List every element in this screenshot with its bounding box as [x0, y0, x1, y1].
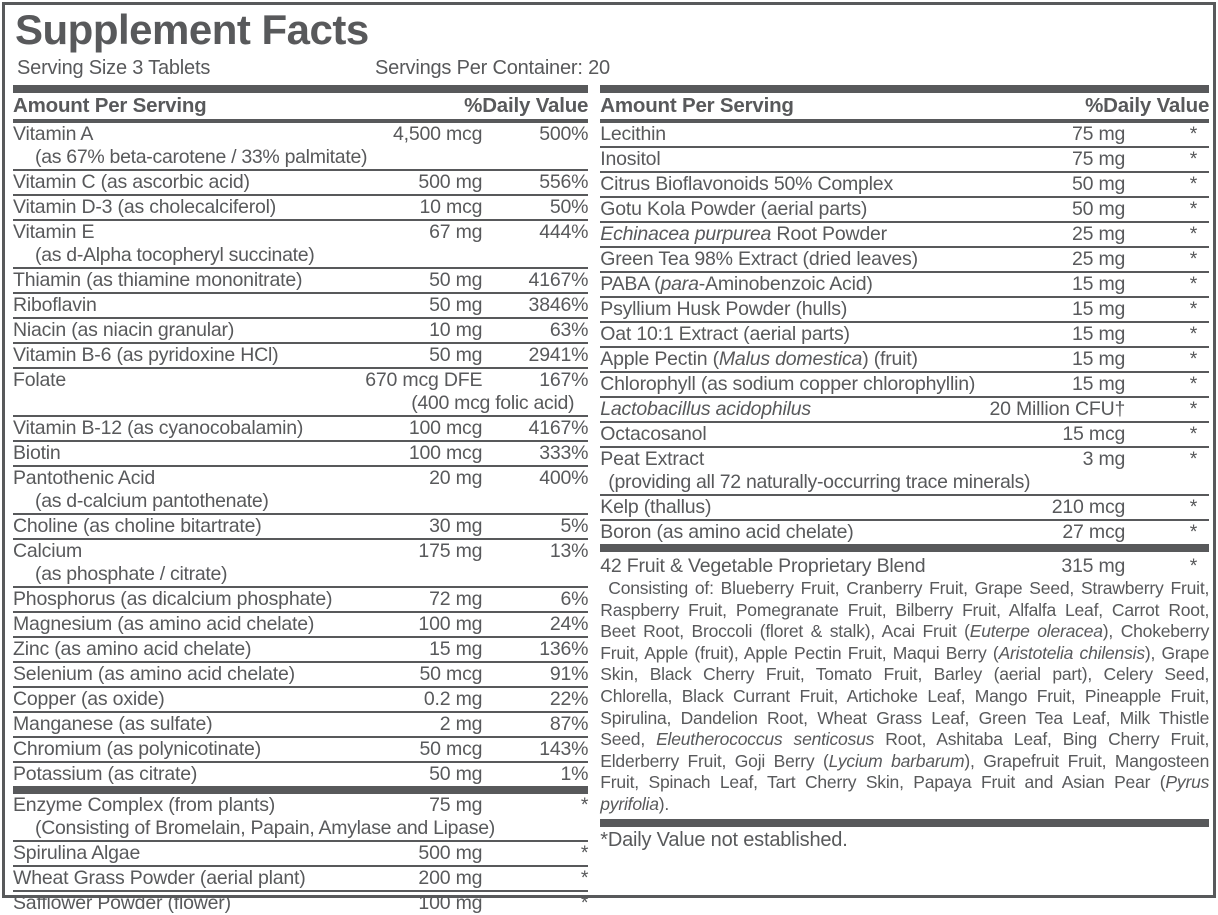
ingredient-row	[13, 467, 588, 515]
ingredient-amount: 75 mg	[429, 794, 483, 816]
ingredient-row	[13, 842, 588, 867]
ingredient-name: Lecithin	[600, 123, 666, 145]
ingredient-amount: 72 mg	[429, 588, 483, 610]
ingredient-amount: 67 mg	[429, 221, 483, 243]
left-botanical-rows	[13, 794, 588, 915]
ingredient-amount: 15 mg	[1071, 373, 1126, 395]
ingredient-dv: *	[580, 867, 589, 889]
ingredient-dv: 63%	[549, 319, 589, 341]
ingredient-name: Kelp (thallus)	[600, 496, 712, 518]
ingredient-subtext: (as d-calcium pantothenate)	[35, 490, 269, 512]
serving-info	[5, 53, 1213, 85]
ingredient-row	[13, 319, 588, 344]
ingredient-name: Choline (as choline bitartrate)	[13, 515, 262, 537]
ingredient-dv: 22%	[549, 688, 589, 710]
ingredient-amount: 20 Million CFU†	[989, 398, 1126, 420]
ingredient-name: Calcium	[13, 540, 83, 562]
ingredient-dv: 500%	[539, 123, 589, 145]
ingredient-name: Zinc (as amino acid chelate)	[13, 638, 252, 660]
ingredient-name: Vitamin D-3 (as cholecalciferol)	[13, 196, 277, 218]
ingredient-amount: 15 mg	[1071, 323, 1126, 345]
ingredient-amount: 15 mg	[1071, 298, 1126, 320]
ingredient-amount: 25 mg	[1071, 248, 1126, 270]
ingredient-row	[13, 613, 588, 638]
ingredient-name: Vitamin E	[13, 221, 95, 243]
ingredient-subtext: (Consisting of Bromelain, Papain, Amylase and Lipase)	[35, 817, 495, 839]
ingredient-row	[13, 221, 588, 269]
ingredient-dv: 5%	[560, 515, 589, 537]
right-top-bar	[600, 85, 1209, 93]
blend-description: Consisting of: Blueberry Fruit, Cranberry Fruit, Grape Seed, Strawberry Fruit, Raspberry Fruit, Pomegranate Fruit, Bilberry Fruit, Alfalfa Leaf, Carrot Root, Beet Root, Broccoli (floret & stalk), Acai Fruit (Euterpe oleracea), Chokeberry Fruit, Apple (fruit), Apple Pectin Fruit, Maqui Berry (Aristotelia chilensis), Grape Skin, Black Cherry Fruit, Tomato Fruit, Barley (aerial part), Celery Seed, Chlorella, Black Currant Fruit, Artichoke Leaf, Mango Fruit, Pineapple Fruit, Spirulina, Dandelion Root, Wheat Grass Leaf, Green Tea Leaf, Milk Thistle Seed, Eleutherococcus senticosus Root, Ashitaba Leaf, Bing Cherry Fruit, Elderberry Fruit, Goji Berry (Lycium barbarum), Grapefruit Fruit, Mangosteen Fruit, Spinach Leaf, Tart Cherry Skin, Papaya Fruit and Asian Pear (Pyrus pyrifolia).	[600, 578, 1210, 814]
ingredient-amount: 100 mcg	[408, 442, 483, 464]
ingredient-dv: 333%	[539, 442, 589, 464]
ingredient-row	[13, 892, 588, 915]
ingredient-row	[600, 123, 1209, 148]
servings-per-container: Servings Per Container: 20	[375, 57, 610, 79]
ingredient-row	[13, 588, 588, 613]
ingredient-row	[600, 298, 1209, 323]
ingredient-dv: *	[1189, 248, 1198, 270]
ingredient-row	[13, 417, 588, 442]
amount-per-serving-header: Amount Per Serving	[13, 94, 207, 117]
ingredient-name: Wheat Grass Powder (aerial plant)	[13, 867, 306, 889]
ingredient-row	[13, 713, 588, 738]
ingredient-row	[600, 173, 1209, 198]
ingredient-dv: 3846%	[528, 294, 589, 316]
ingredient-amount: 15 mg	[1071, 348, 1126, 370]
facts-title: Supplement Facts	[15, 6, 369, 53]
ingredient-amount: 75 mg	[1071, 123, 1126, 145]
ingredient-subtext: (as 67% beta-carotene / 33% palmitate)	[35, 146, 368, 168]
ingredient-name: Chromium (as polynicotinate)	[13, 738, 261, 760]
ingredient-row	[600, 323, 1209, 348]
right-column	[595, 85, 1215, 895]
blend-dv: *	[1189, 555, 1198, 577]
ingredient-name: Biotin	[13, 442, 61, 464]
ingredient-row	[13, 540, 588, 588]
ingredient-amount: 30 mg	[429, 515, 483, 537]
ingredient-name: Vitamin B-12 (as cyanocobalamin)	[13, 417, 304, 439]
left-vitamin-mineral-rows	[13, 123, 588, 786]
ingredient-dv: 143%	[539, 738, 589, 760]
ingredient-row	[13, 688, 588, 713]
ingredient-name: Echinacea purpurea Root Powder	[600, 223, 887, 245]
ingredient-name: Potassium (as citrate)	[13, 763, 198, 785]
ingredient-row	[13, 794, 588, 842]
ingredient-amount: 50 mg	[429, 763, 483, 785]
ingredient-dv: *	[1189, 348, 1198, 370]
daily-value-header: %Daily Value	[1085, 94, 1210, 117]
ingredient-row	[600, 423, 1209, 448]
ingredient-dv: 24%	[549, 613, 589, 635]
ingredient-name: PABA (para-Aminobenzoic Acid)	[600, 273, 873, 295]
ingredient-name: Lactobacillus acidophilus	[600, 398, 811, 420]
left-column	[5, 85, 591, 914]
ingredient-name: Vitamin B-6 (as pyridoxine HCl)	[13, 344, 279, 366]
ingredient-row	[13, 171, 588, 196]
ingredient-amount: 50 mcg	[419, 663, 483, 685]
ingredient-row	[13, 294, 588, 319]
ingredient-amount: 500 mg	[418, 171, 483, 193]
facts-columns	[5, 85, 1213, 914]
left-top-bar	[13, 85, 588, 93]
ingredient-amount: 4,500 mcg	[393, 123, 483, 145]
ingredient-amount: 20 mg	[429, 467, 483, 489]
ingredient-amount: 210 mcg	[1051, 496, 1126, 518]
ingredient-name: Octacosanol	[600, 423, 707, 445]
ingredient-name: Phosphorus (as dicalcium phosphate)	[13, 588, 333, 610]
ingredient-amount: 200 mg	[418, 867, 483, 889]
ingredient-row	[13, 442, 588, 467]
ingredient-name: Gotu Kola Powder (aerial parts)	[600, 198, 868, 220]
supplement-facts-label	[2, 2, 1216, 914]
ingredient-name: Boron (as amino acid chelate)	[600, 521, 854, 543]
ingredient-name: Vitamin C (as ascorbic acid)	[13, 171, 250, 193]
ingredient-row	[600, 223, 1209, 248]
proprietary-blend	[600, 552, 1209, 819]
ingredient-subtext: (as d-Alpha tocopheryl succinate)	[35, 244, 315, 266]
ingredient-dv: *	[1189, 123, 1198, 145]
ingredient-amount: 50 mg	[429, 294, 483, 316]
ingredient-dv: *	[1189, 198, 1198, 220]
daily-value-footnote: *Daily Value not established.	[600, 828, 848, 851]
ingredient-amount: 15 mg	[1071, 273, 1126, 295]
ingredient-dv: 13%	[549, 540, 589, 562]
ingredient-amount: 0.2 mg	[423, 688, 483, 710]
ingredient-dv: 4167%	[528, 269, 589, 291]
ingredient-amount: 100 mg	[418, 892, 483, 914]
ingredient-amount: 500 mg	[418, 842, 483, 864]
ingredient-dv: 87%	[549, 713, 589, 735]
serving-size: Serving Size 3 Tablets	[17, 57, 211, 79]
ingredient-name: Peat Extract	[600, 448, 705, 470]
ingredient-name: Apple Pectin (Malus domestica) (fruit)	[600, 348, 918, 370]
ingredient-name: Pantothenic Acid	[13, 467, 156, 489]
ingredient-amount: 15 mcg	[1062, 423, 1126, 445]
right-ingredient-rows	[600, 123, 1209, 544]
ingredient-row	[13, 867, 588, 892]
ingredient-dv: *	[580, 842, 589, 864]
ingredient-name: Copper (as oxide)	[13, 688, 165, 710]
ingredient-amount: 15 mg	[429, 638, 483, 660]
ingredient-dv: 556%	[539, 171, 589, 193]
ingredient-dv: 1%	[560, 763, 589, 785]
ingredient-name: Psyllium Husk Powder (hulls)	[600, 298, 848, 320]
ingredient-subtext: (as phosphate / citrate)	[35, 563, 228, 585]
ingredient-row	[600, 448, 1209, 496]
ingredient-name: Selenium (as amino acid chelate)	[13, 663, 295, 685]
ingredient-row	[13, 663, 588, 688]
ingredient-row	[13, 638, 588, 663]
ingredient-row	[600, 348, 1209, 373]
ingredient-dv: *	[1189, 398, 1198, 420]
ingredient-dv: 4167%	[528, 417, 589, 439]
footnote-divider-bar	[600, 819, 1209, 827]
ingredient-row	[13, 344, 588, 369]
blend-name: 42 Fruit & Vegetable Proprietary Blend	[600, 555, 926, 577]
ingredient-name: Folate	[13, 369, 66, 391]
blend-divider-bar	[600, 544, 1209, 552]
proprietary-blend-row	[600, 552, 1209, 578]
ingredient-dv: *	[1189, 323, 1198, 345]
ingredient-name: Oat 10:1 Extract (aerial parts)	[600, 323, 850, 345]
ingredient-dv: *	[1189, 521, 1198, 543]
right-column-header	[600, 93, 1209, 123]
ingredient-amount: 670 mcg DFE	[365, 369, 483, 391]
ingredient-row	[600, 521, 1209, 544]
ingredient-dv: *	[1189, 448, 1198, 470]
ingredient-amount: 10 mg	[429, 319, 483, 341]
ingredient-dv: 2941%	[528, 344, 589, 366]
ingredient-row	[600, 273, 1209, 298]
ingredient-subtext: (400 mcg folic acid)	[411, 392, 575, 414]
ingredient-dv: *	[1189, 148, 1198, 170]
ingredient-row	[600, 198, 1209, 223]
ingredient-dv: *	[1189, 298, 1198, 320]
ingredient-name: Thiamin (as thiamine mononitrate)	[13, 269, 303, 291]
ingredient-name: Vitamin A	[13, 123, 94, 145]
ingredient-name: Magnesium (as amino acid chelate)	[13, 613, 315, 635]
ingredient-dv: 136%	[539, 638, 589, 660]
ingredient-row	[13, 269, 588, 294]
ingredient-dv: *	[1189, 173, 1198, 195]
ingredient-amount: 175 mg	[418, 540, 483, 562]
ingredient-row	[13, 515, 588, 540]
amount-per-serving-header: Amount Per Serving	[600, 94, 794, 117]
ingredient-amount: 3 mg	[1082, 448, 1126, 470]
ingredient-row	[13, 369, 588, 417]
ingredient-dv: 91%	[549, 663, 589, 685]
left-column-header	[13, 93, 588, 123]
ingredient-amount: 2 mg	[439, 713, 483, 735]
ingredient-row	[13, 738, 588, 763]
ingredient-row	[13, 196, 588, 221]
ingredient-amount: 50 mg	[429, 344, 483, 366]
ingredient-row	[600, 496, 1209, 521]
ingredient-name: Chlorophyll (as sodium copper chlorophyllin)	[600, 373, 976, 395]
daily-value-header: %Daily Value	[464, 94, 589, 117]
ingredient-row	[600, 398, 1209, 423]
ingredient-row	[600, 248, 1209, 273]
ingredient-name: Green Tea 98% Extract (dried leaves)	[600, 248, 918, 270]
ingredient-amount: 75 mg	[1071, 148, 1126, 170]
ingredient-name: Inositol	[600, 148, 661, 170]
ingredient-name: Safflower Powder (flower)	[13, 892, 231, 914]
ingredient-row	[600, 373, 1209, 398]
ingredient-amount: 50 mg	[429, 269, 483, 291]
ingredient-amount: 100 mg	[418, 613, 483, 635]
ingredient-amount: 100 mcg	[408, 417, 483, 439]
ingredient-dv: 167%	[539, 369, 589, 391]
ingredient-amount: 50 mcg	[419, 738, 483, 760]
ingredient-name: Citrus Bioflavonoids 50% Complex	[600, 173, 894, 195]
ingredient-dv: *	[1189, 223, 1198, 245]
ingredient-row	[13, 123, 588, 171]
ingredient-dv: 444%	[539, 221, 589, 243]
ingredient-name: Riboflavin	[13, 294, 97, 316]
ingredient-name: Enzyme Complex (from plants)	[13, 794, 276, 816]
ingredient-dv: 6%	[560, 588, 589, 610]
ingredient-row	[13, 763, 588, 786]
ingredient-amount: 50 mg	[1071, 173, 1126, 195]
ingredient-dv: *	[580, 892, 589, 914]
ingredient-name: Spirulina Algae	[13, 842, 141, 864]
ingredient-amount: 50 mg	[1071, 198, 1126, 220]
ingredient-dv: *	[1189, 373, 1198, 395]
ingredient-row	[600, 148, 1209, 173]
ingredient-dv: *	[1189, 496, 1198, 518]
ingredient-amount: 10 mcg	[419, 196, 483, 218]
ingredient-name: Manganese (as sulfate)	[13, 713, 213, 735]
ingredient-dv: *	[1189, 273, 1198, 295]
ingredient-dv: *	[580, 794, 589, 816]
ingredient-amount: 27 mcg	[1062, 521, 1126, 543]
ingredient-name: Niacin (as niacin granular)	[13, 319, 235, 341]
ingredient-dv: 50%	[549, 196, 589, 218]
ingredient-amount: 25 mg	[1071, 223, 1126, 245]
blend-amount: 315 mg	[1061, 555, 1126, 577]
ingredient-dv: *	[1189, 423, 1198, 445]
ingredient-subtext: (providing all 72 naturally-occurring trace minerals)	[608, 471, 1031, 493]
left-section-divider-bar	[13, 786, 588, 794]
ingredient-dv: 400%	[539, 467, 589, 489]
